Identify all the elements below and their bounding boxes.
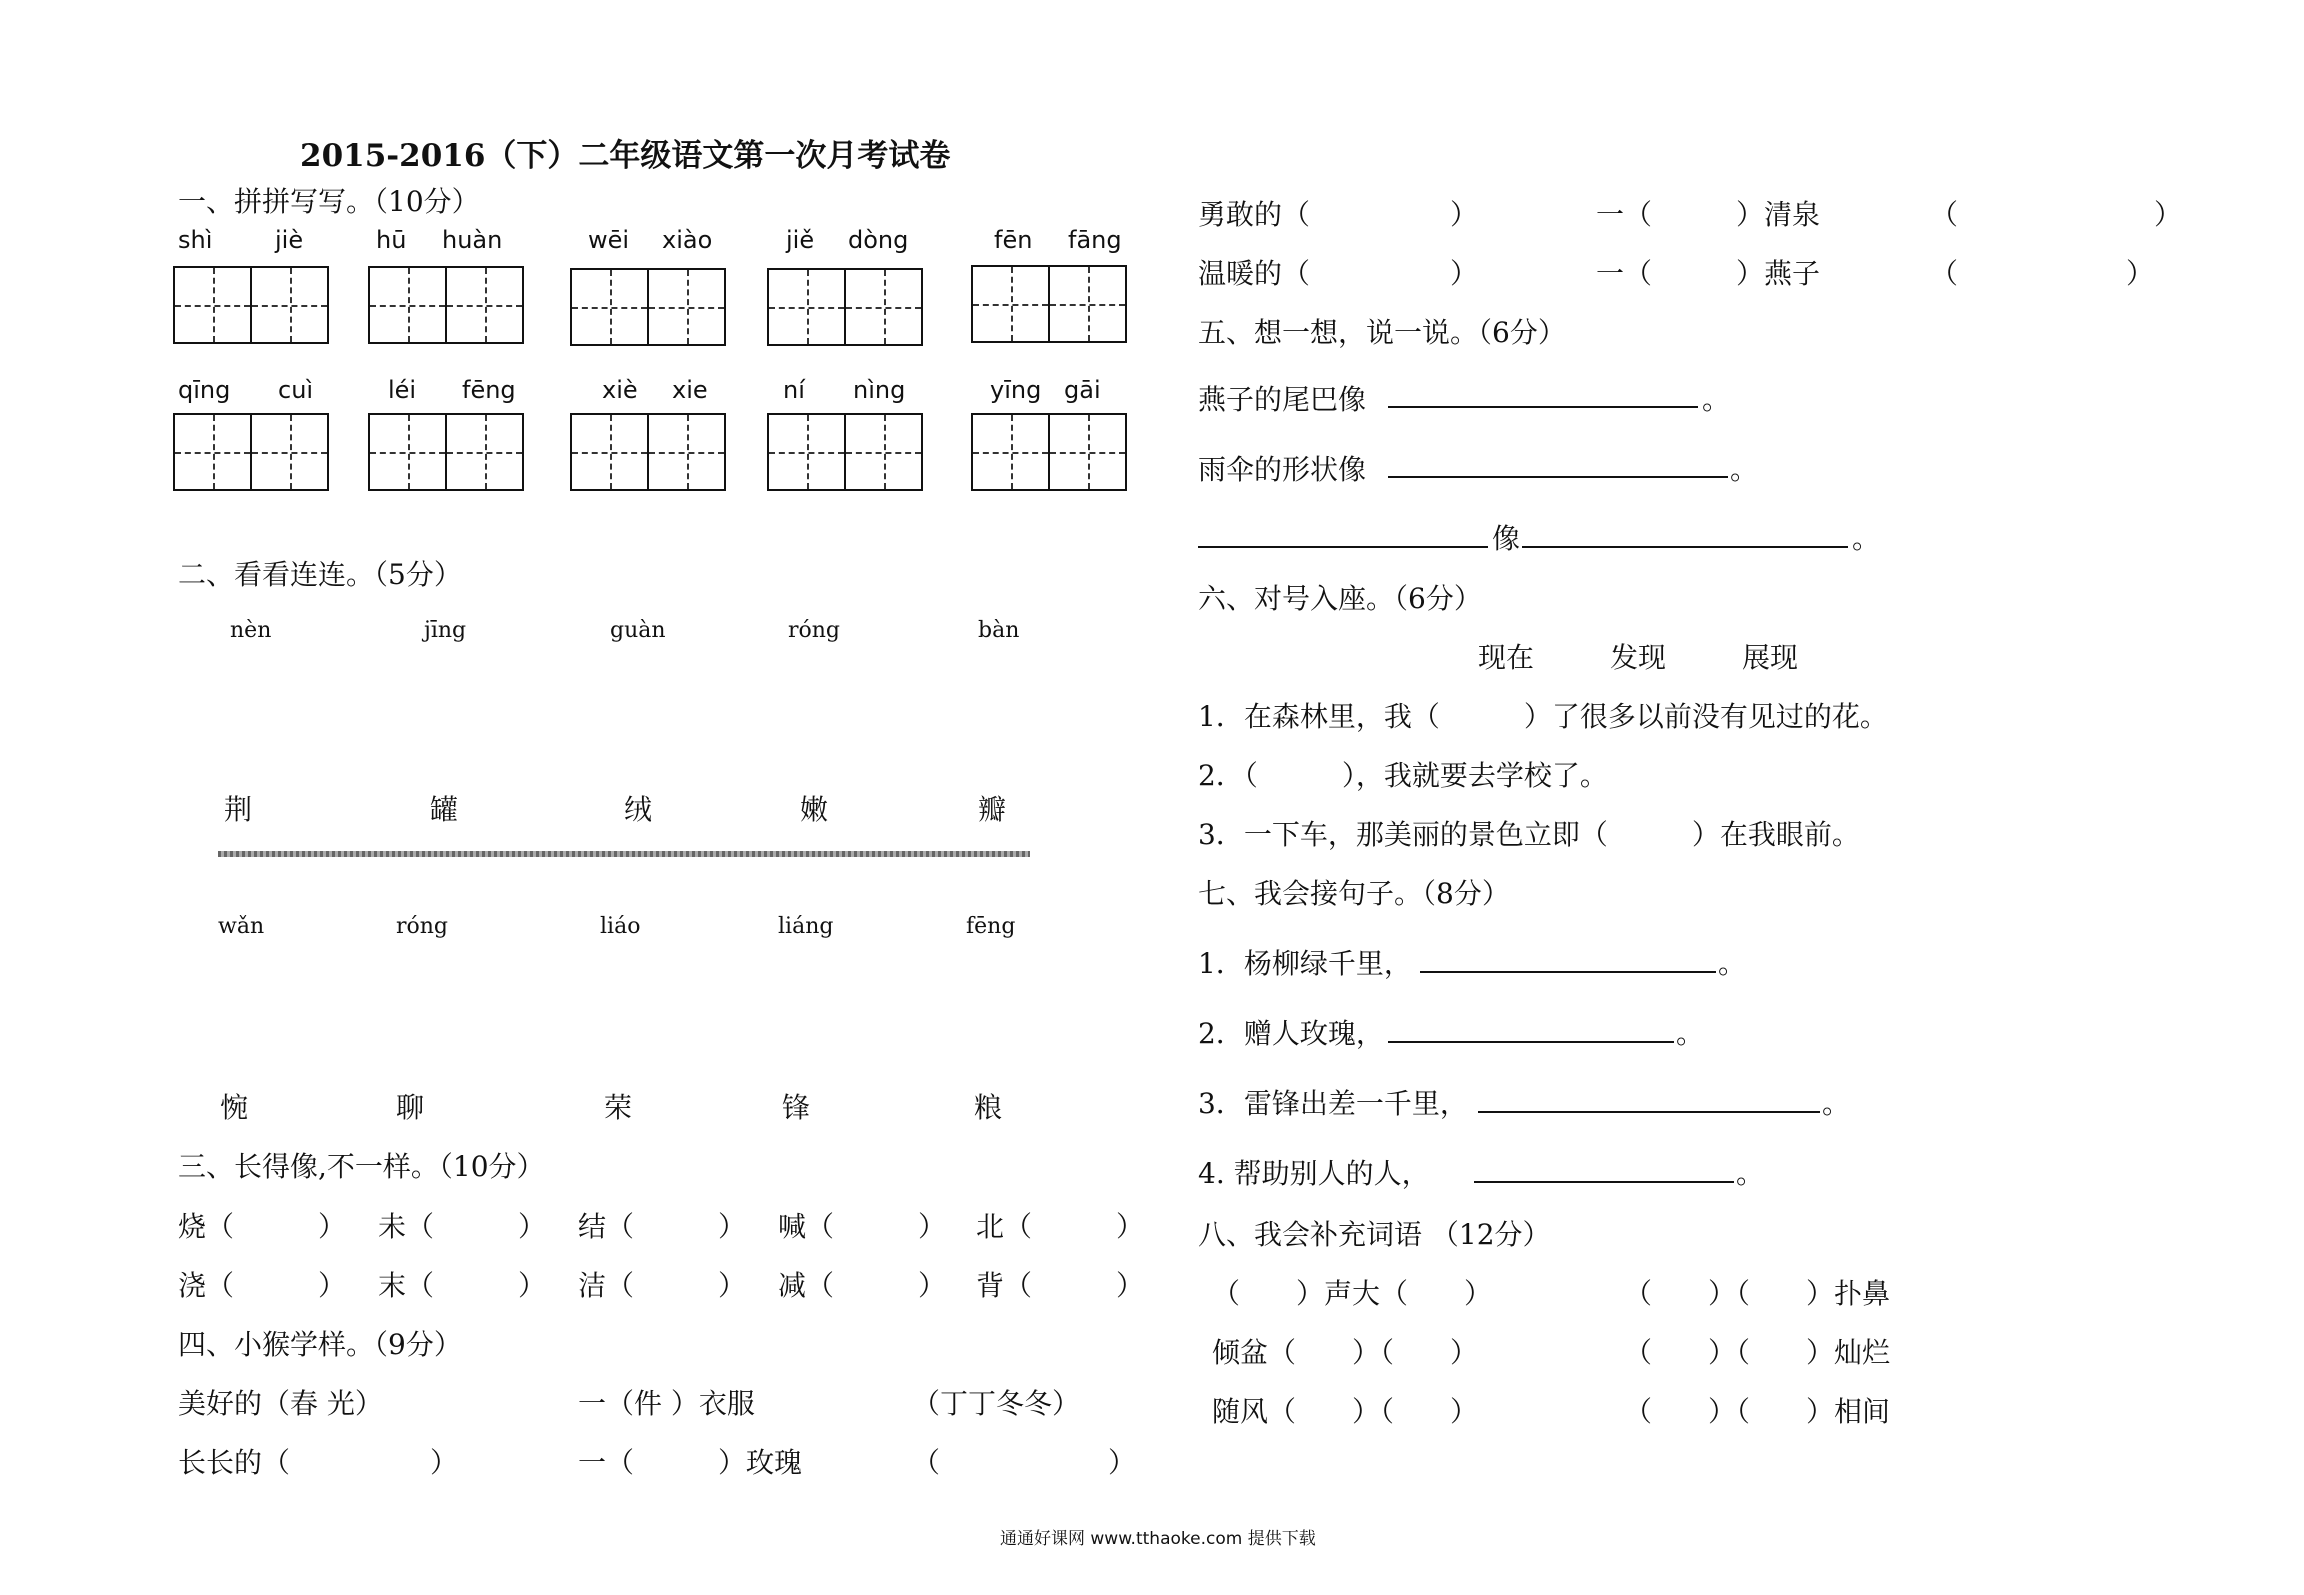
question: 1．杨柳绿千里， [1198, 947, 1412, 980]
blank-item[interactable]: （ ）（ ）相间 [1624, 1395, 1891, 1428]
blank-item[interactable]: 洁（ ） [578, 1269, 747, 1302]
blank-item[interactable]: 结（ ） [578, 1210, 747, 1243]
writing-grid[interactable] [173, 413, 329, 491]
writing-grid[interactable] [767, 413, 923, 491]
question[interactable]: 2．（ ），我就要去学校了。 [1198, 759, 1608, 792]
period: 。 [1730, 453, 1759, 486]
pinyin: nèn [230, 618, 272, 643]
example-item: 一（件 ）衣服 [578, 1387, 755, 1420]
question[interactable]: 1．在森林里，我（ ）了很多以前没有见过的花。 [1198, 700, 1888, 733]
blank-item[interactable]: 温暖的（ ） [1198, 257, 1479, 290]
period: 。 [1676, 1017, 1705, 1050]
character: 嫩 [800, 793, 829, 826]
blank-item[interactable]: （ ） [1930, 198, 2183, 231]
period: 。 [1718, 947, 1747, 980]
divider [218, 851, 1030, 857]
blank-item[interactable]: 北（ ） [976, 1210, 1145, 1243]
writing-grid[interactable] [570, 268, 726, 346]
blank-item[interactable]: （ ） [1930, 257, 2155, 290]
character: 锋 [782, 1091, 811, 1124]
writing-grid[interactable] [368, 266, 524, 344]
section-6-heading: 六、对号入座。（6分） [1198, 582, 1482, 615]
blank-item[interactable]: 倾盆（ ）（ ） [1212, 1336, 1479, 1369]
writing-grid[interactable] [767, 268, 923, 346]
pinyin: liáo [600, 914, 641, 939]
character: 罐 [430, 793, 459, 826]
section-8-heading: 八、我会补充词语 （12分） [1198, 1218, 1551, 1251]
prompt-text: 燕子的尾巴像 [1198, 383, 1367, 416]
pinyin: fāng [1068, 226, 1122, 254]
pinyin: dòng [848, 226, 909, 254]
period: 。 [1822, 1087, 1851, 1120]
pinyin: guàn [610, 618, 666, 643]
blank-item[interactable]: 勇敢的（ ） [1198, 198, 1479, 231]
blank-item[interactable]: 一（ ）玫瑰 [578, 1446, 803, 1479]
word-option: 发现 [1610, 641, 1667, 674]
writing-grid[interactable] [971, 413, 1127, 491]
footer-credit: 通通好课网 www.tthaoke.com 提供下载 [1000, 1529, 1316, 1549]
pinyin: ní [783, 376, 805, 404]
blank-item[interactable]: 浇（ ） [178, 1269, 347, 1302]
writing-grid[interactable] [971, 265, 1127, 343]
blank-item[interactable]: （ ）（ ）灿烂 [1624, 1336, 1891, 1369]
pinyin: róng [788, 618, 841, 643]
answer-line[interactable] [1522, 546, 1848, 548]
question[interactable]: 3．一下车，那美丽的景色立即（ ）在我眼前。 [1198, 818, 1860, 851]
character: 荆 [224, 793, 253, 826]
blank-item[interactable]: 一（ ）燕子 [1596, 257, 1821, 290]
period: 。 [1852, 522, 1881, 555]
pinyin: hū [376, 226, 407, 254]
writing-grid[interactable] [173, 266, 329, 344]
answer-line[interactable] [1420, 971, 1716, 973]
blank-item[interactable]: （ ）声大（ ） [1212, 1277, 1493, 1310]
pinyin: jiè [275, 226, 304, 254]
pinyin: nìng [853, 376, 906, 404]
blank-item[interactable]: 背（ ） [976, 1269, 1145, 1302]
page-title: 2015-2016（下）二年级语文第一次月考试卷 [300, 138, 951, 174]
blank-item[interactable]: 减（ ） [778, 1269, 947, 1302]
example-item: （丁丁冬冬） [912, 1387, 1081, 1420]
character: 聊 [396, 1091, 425, 1124]
character: 惋 [220, 1091, 249, 1124]
answer-line[interactable] [1388, 476, 1728, 478]
pinyin: xiào [662, 226, 713, 254]
blank-item[interactable]: 末（ ） [378, 1269, 547, 1302]
pinyin: liáng [778, 914, 834, 939]
blank-item[interactable]: 长长的（ ） [178, 1446, 459, 1479]
pinyin: jiě [786, 226, 815, 254]
example-item: 美好的（春 光） [178, 1387, 383, 1420]
answer-line[interactable] [1198, 546, 1488, 548]
word-option: 现在 [1478, 641, 1535, 674]
answer-line[interactable] [1474, 1181, 1734, 1183]
question: 3．雷锋出差一千里， [1198, 1087, 1468, 1120]
answer-line[interactable] [1388, 1041, 1674, 1043]
prompt-text: 雨伞的形状像 [1198, 453, 1367, 486]
pinyin: gāi [1064, 376, 1101, 404]
answer-line[interactable] [1388, 406, 1698, 408]
pinyin: xiè [602, 376, 638, 404]
pinyin: xie [672, 376, 708, 404]
blank-item[interactable]: 烧（ ） [178, 1210, 347, 1243]
answer-line[interactable] [1478, 1111, 1820, 1113]
pinyin: qīng [178, 376, 231, 404]
pinyin: cuì [278, 376, 314, 404]
pinyin: shì [178, 226, 213, 254]
pinyin: bàn [978, 618, 1020, 643]
question: 4. 帮助别人的人， [1198, 1157, 1430, 1190]
pinyin: wēi [588, 226, 630, 254]
pinyin: jīng [424, 618, 467, 643]
pinyin: wǎn [218, 914, 265, 939]
blank-item[interactable]: 喊（ ） [778, 1210, 947, 1243]
pinyin: léi [388, 376, 417, 404]
section-4-heading: 四、小猴学样。（9分） [178, 1328, 462, 1361]
word-option: 展现 [1742, 641, 1799, 674]
character: 粮 [974, 1091, 1003, 1124]
blank-item[interactable]: 随风（ ）（ ） [1212, 1395, 1479, 1428]
section-1-heading: 一、拼拼写写。（10分） [178, 185, 480, 218]
character: 瓣 [978, 793, 1007, 826]
period: 。 [1702, 383, 1731, 416]
period: 。 [1736, 1157, 1765, 1190]
pinyin: fēn [994, 226, 1033, 254]
pinyin: fēng [966, 914, 1016, 939]
blank-item[interactable]: （ ）（ ）扑鼻 [1624, 1277, 1891, 1310]
section-7-heading: 七、我会接句子。（8分） [1198, 877, 1510, 910]
character: 荣 [604, 1091, 633, 1124]
writing-grid[interactable] [368, 413, 524, 491]
pinyin: fēng [462, 376, 516, 404]
blank-item[interactable]: 未（ ） [378, 1210, 547, 1243]
pinyin: yīng [990, 376, 1042, 404]
section-5-heading: 五、想一想，说一说。（6分） [1198, 316, 1566, 349]
blank-item[interactable]: （ ） [912, 1446, 1137, 1479]
question: 2．赠人玫瑰， [1198, 1017, 1384, 1050]
prompt-text: 像 [1492, 522, 1521, 555]
pinyin: róng [396, 914, 449, 939]
character: 绒 [624, 793, 653, 826]
blank-item[interactable]: 一（ ）清泉 [1596, 198, 1821, 231]
writing-grid[interactable] [570, 413, 726, 491]
section-2-heading: 二、看看连连。（5分） [178, 558, 462, 591]
pinyin: huàn [442, 226, 503, 254]
section-3-heading: 三、长得像,不一样。（10分） [178, 1150, 545, 1183]
